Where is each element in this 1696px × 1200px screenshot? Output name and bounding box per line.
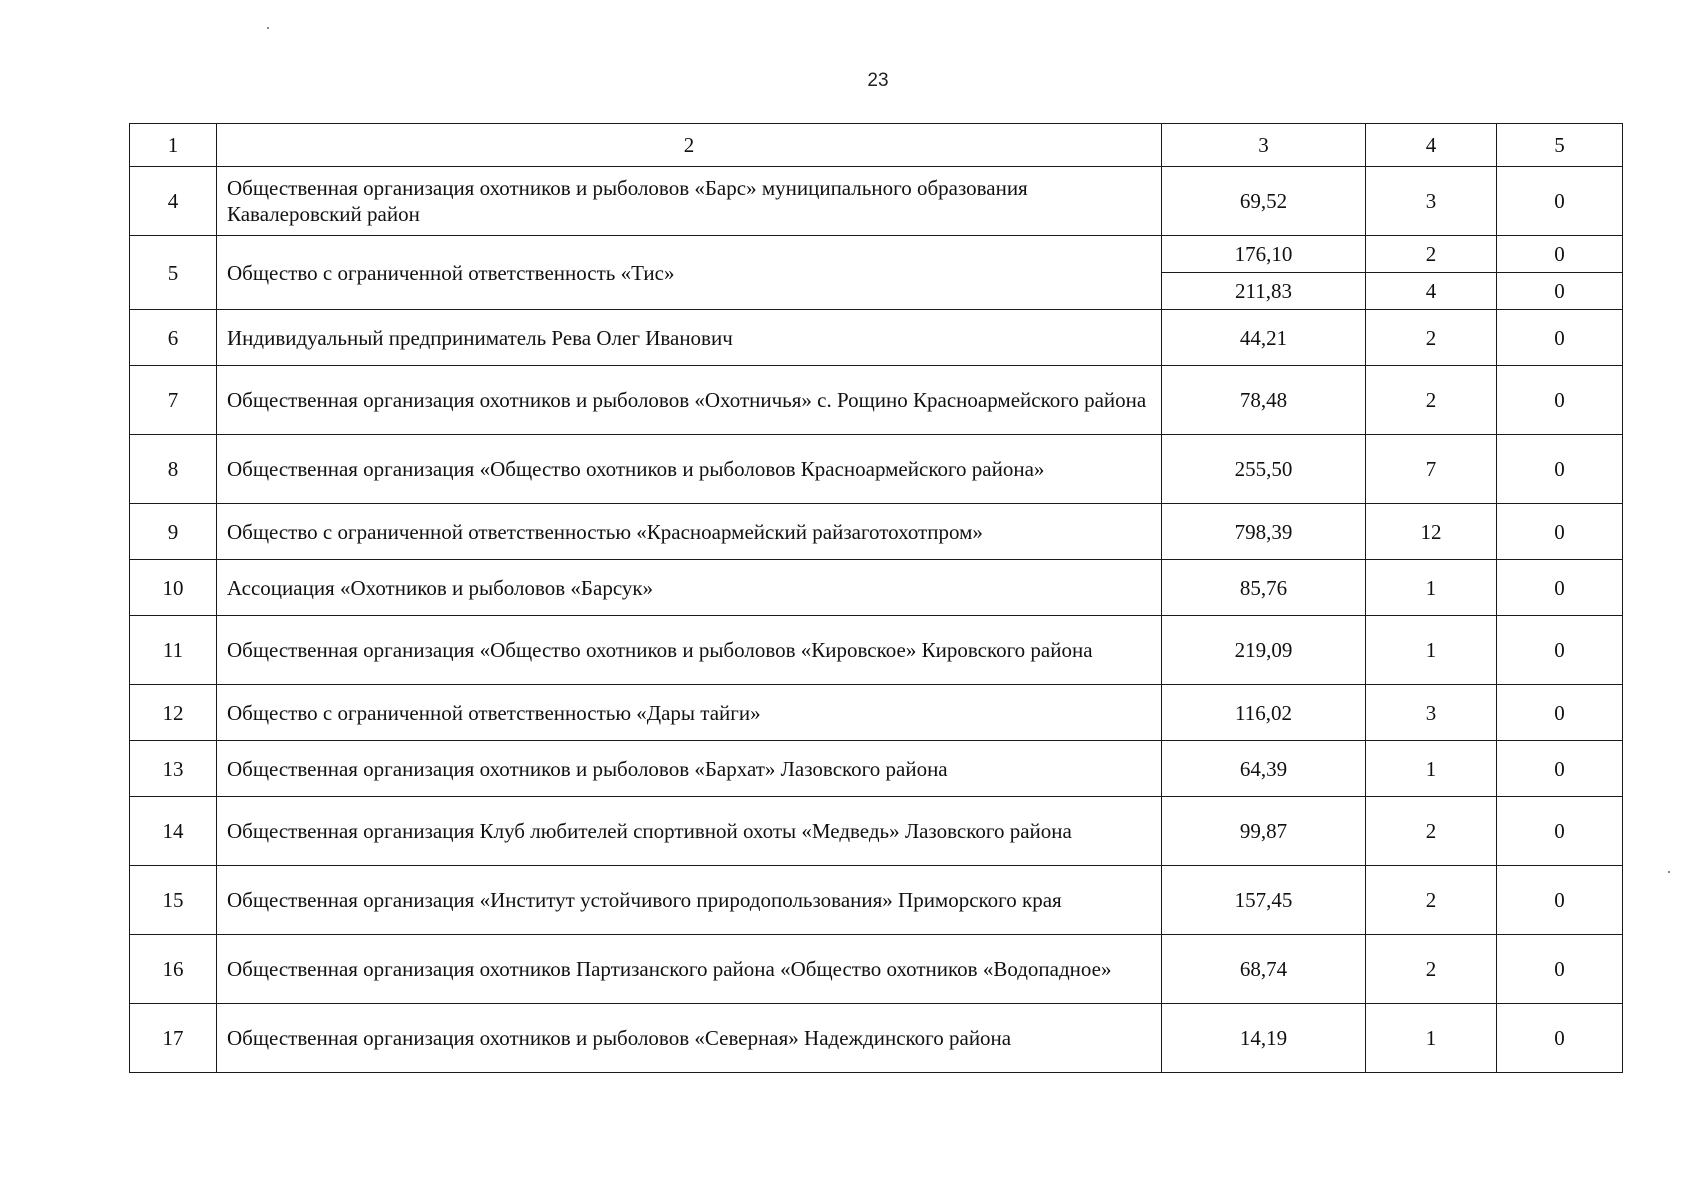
row-number: 11 [130, 616, 217, 685]
organization-name: Общественная организация «Общество охотников и рыболовов Красноармейского района» [217, 435, 1162, 504]
organization-name: Общество с ограниченной ответственность «Тис» [217, 236, 1162, 310]
area-value: 44,21 [1162, 310, 1366, 366]
count-value: 1 [1366, 741, 1497, 797]
area-value: 116,02 [1162, 685, 1366, 741]
table-row [130, 616, 1623, 685]
area-value: 85,76 [1162, 560, 1366, 616]
extra-value: 0 [1497, 797, 1623, 866]
organization-name: Ассоциация «Охотников и рыболовов «Барсук» [217, 560, 1162, 616]
row-number: 17 [130, 1004, 217, 1073]
area-value: 99,87 [1162, 797, 1366, 866]
extra-value: 0 [1497, 935, 1623, 1004]
table-row [130, 797, 1623, 866]
count-value: 3 [1366, 167, 1497, 236]
column-extra-header: 5 [1497, 124, 1623, 167]
row-number: 12 [130, 685, 217, 741]
organization-name: Общественная организация Клуб любителей спортивной охоты «Медведь» Лазовского района [217, 797, 1162, 866]
area-value: 78,48 [1162, 366, 1366, 435]
row-number: 9 [130, 504, 217, 560]
row-number: 10 [130, 560, 217, 616]
extra-value: 0 [1497, 866, 1623, 935]
extra-value: 0 [1497, 616, 1623, 685]
area-value: 798,39 [1162, 504, 1366, 560]
area-value: 64,39 [1162, 741, 1366, 797]
organization-name: Общественная организация охотников Партизанского района «Общество охотников «Водопадное» [217, 935, 1162, 1004]
table-row [130, 167, 1623, 236]
area-value: 68,74 [1162, 935, 1366, 1004]
count-value: 3 [1366, 685, 1497, 741]
organization-name: Общество с ограниченной ответственностью «Дары тайги» [217, 685, 1162, 741]
count-value: 1 [1366, 616, 1497, 685]
row-number: 15 [130, 866, 217, 935]
row-number: 5 [130, 236, 217, 310]
count-value: 2 [1366, 366, 1497, 435]
area-value: 69,52 [1162, 167, 1366, 236]
row-number: 16 [130, 935, 217, 1004]
organization-name: Общественная организация охотников и рыболовов «Барс» муниципального образования Кавалеровский район [217, 167, 1162, 236]
count-value: 7 [1366, 435, 1497, 504]
extra-value: 0 [1497, 435, 1623, 504]
column-name-header: 2 [217, 124, 1162, 167]
area-value: 211,83 [1162, 273, 1366, 310]
row-number: 4 [130, 167, 217, 236]
extra-value: 0 [1497, 273, 1623, 310]
table-row [130, 560, 1623, 616]
row-number: 6 [130, 310, 217, 366]
row-number: 8 [130, 435, 217, 504]
organization-name: Общественная организация охотников и рыболовов «Бархат» Лазовского района [217, 741, 1162, 797]
area-value: 14,19 [1162, 1004, 1366, 1073]
table-row [130, 866, 1623, 935]
count-value: 2 [1366, 236, 1497, 273]
extra-value: 0 [1497, 560, 1623, 616]
table-row [130, 310, 1623, 366]
organization-name: Индивидуальный предприниматель Рева Олег Иванович [217, 310, 1162, 366]
row-number: 14 [130, 797, 217, 866]
extra-value: 0 [1497, 310, 1623, 366]
table-row [130, 1004, 1623, 1073]
count-value: 2 [1366, 797, 1497, 866]
organization-name: Общественная организация охотников и рыболовов «Охотничья» с. Рощино Красноармейского района [217, 366, 1162, 435]
count-value: 12 [1366, 504, 1497, 560]
extra-value: 0 [1497, 741, 1623, 797]
scan-speck [1668, 871, 1670, 873]
count-value: 1 [1366, 1004, 1497, 1073]
row-number: 7 [130, 366, 217, 435]
organization-name: Общественная организация охотников и рыболовов «Северная» Надеждинского района [217, 1004, 1162, 1073]
extra-value: 0 [1497, 685, 1623, 741]
count-value: 2 [1366, 935, 1497, 1004]
organization-name: Общество с ограниченной ответственностью «Красноармейский райзаготохотпром» [217, 504, 1162, 560]
extra-value: 0 [1497, 236, 1623, 273]
organization-name: Общественная организация «Общество охотников и рыболовов «Кировское» Кировского района [217, 616, 1162, 685]
table-row [130, 504, 1623, 560]
extra-value: 0 [1497, 1004, 1623, 1073]
table-row [130, 935, 1623, 1004]
column-number-header: 1 [130, 124, 217, 167]
organizations-table [129, 123, 1623, 1073]
extra-value: 0 [1497, 366, 1623, 435]
area-value: 219,09 [1162, 616, 1366, 685]
row-number: 13 [130, 741, 217, 797]
table-header-row [130, 124, 1623, 167]
count-value: 2 [1366, 866, 1497, 935]
page-number: 23 [867, 70, 889, 91]
column-area-header: 3 [1162, 124, 1366, 167]
table-row [130, 741, 1623, 797]
count-value: 4 [1366, 273, 1497, 310]
area-value: 157,45 [1162, 866, 1366, 935]
count-value: 1 [1366, 560, 1497, 616]
area-value: 255,50 [1162, 435, 1366, 504]
table-row [130, 366, 1623, 435]
organization-name: Общественная организация «Институт устойчивого природопользования» Приморского края [217, 866, 1162, 935]
extra-value: 0 [1497, 504, 1623, 560]
extra-value: 0 [1497, 167, 1623, 236]
table-row [130, 435, 1623, 504]
scan-speck [267, 27, 269, 29]
area-value: 176,10 [1162, 236, 1366, 273]
column-count-header: 4 [1366, 124, 1497, 167]
table-row [130, 685, 1623, 741]
table-row [130, 236, 1623, 273]
count-value: 2 [1366, 310, 1497, 366]
